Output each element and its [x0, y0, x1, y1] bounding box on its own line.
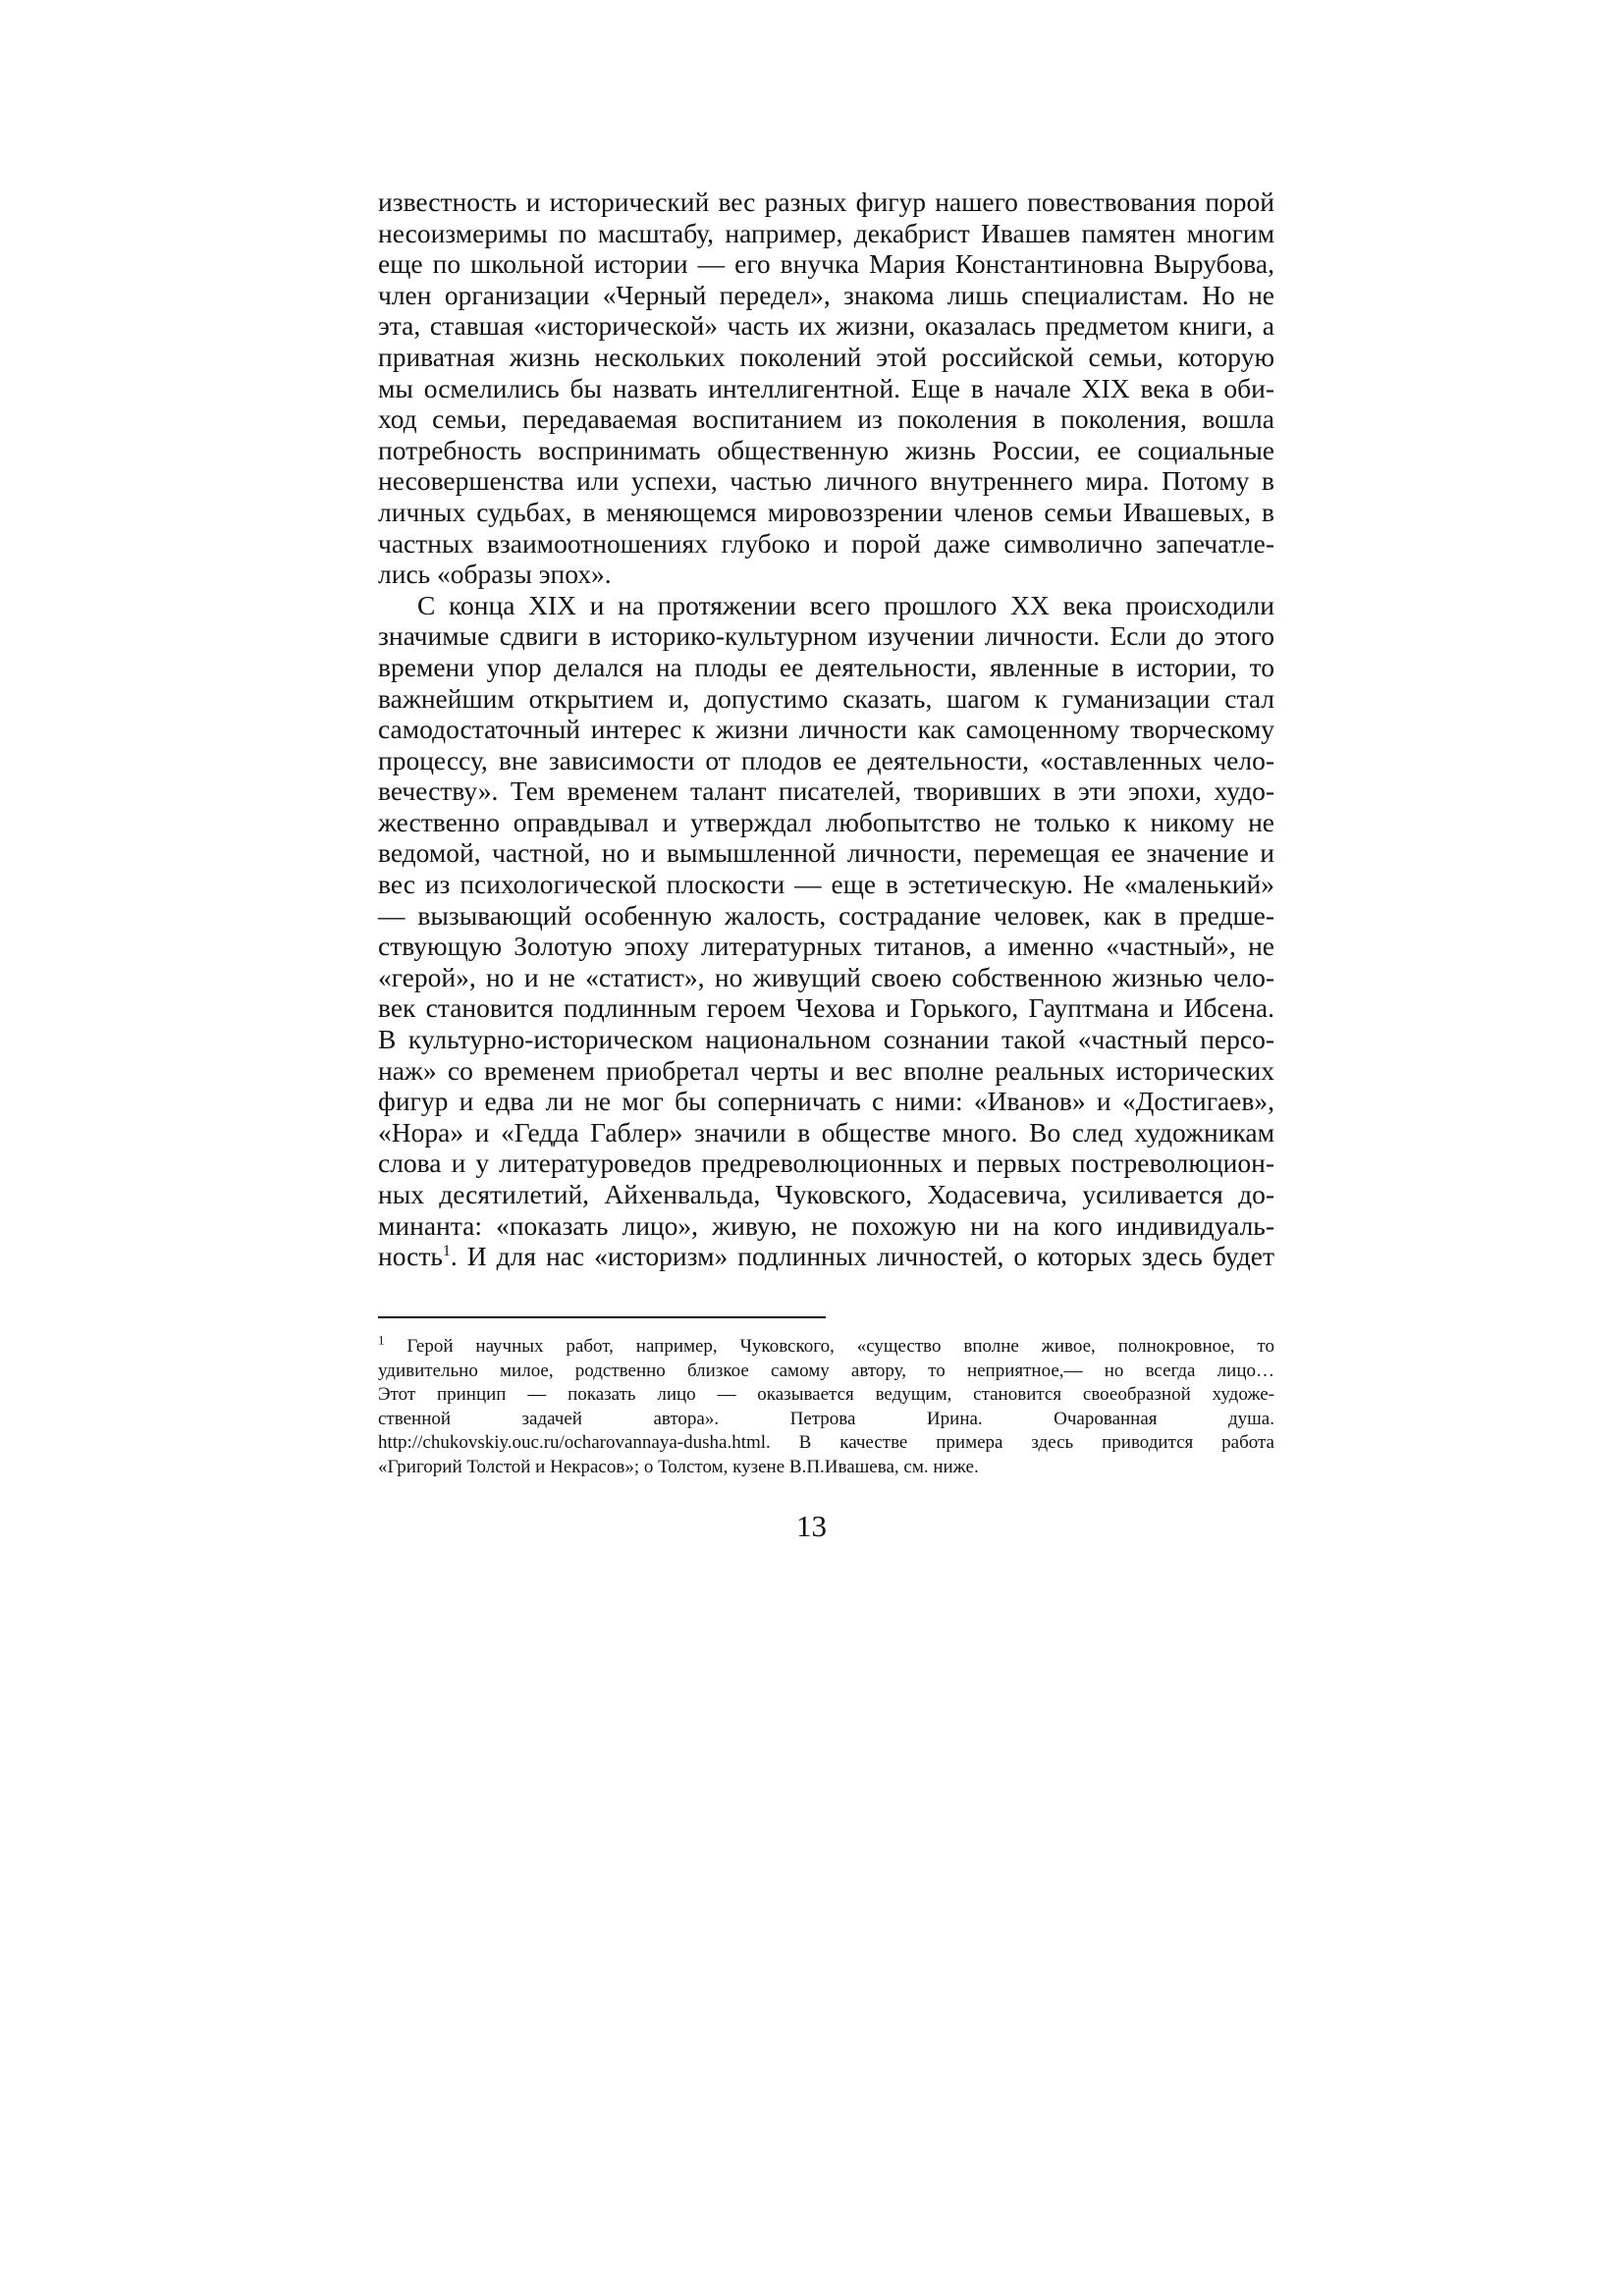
text-line: несоизмеримы по масштабу, например, декабрист Ивашев памятен многим	[378, 217, 1274, 248]
text-line: самодостаточный интерес к жизни личности как самоценному творческому	[378, 714, 1274, 745]
text-line: мы осмелились бы назвать интеллигентной. Еще в начале XIX века в оби-	[378, 372, 1274, 403]
text-line: ствующую Золотую эпоху литературных титанов, а именно «частный», не	[378, 931, 1274, 962]
footnote-separator	[378, 1316, 826, 1318]
text-line: ных десятилетий, Айхенвальда, Чуковского, Ходасевича, усиливается до-	[378, 1179, 1274, 1209]
text-fragment: . И для нас «историзм» подлинных личностей, о которых здесь будет	[450, 1241, 1274, 1272]
footnote-line: удивительно милое, родственно близкое самому автору, то неприятное,— но всегда лицо…	[378, 1360, 1274, 1381]
text-fragment: ность	[378, 1241, 443, 1272]
text-line: фигур и едва ли не мог бы соперничать с ними: «Иванов» и «Достигаев»,	[378, 1086, 1274, 1117]
text-line: еще по школьной истории — его внучка Мария Константиновна Вырубова,	[378, 248, 1274, 280]
footnote-mark: 1	[378, 1332, 385, 1348]
text-line: известность и исторический вес разных фигур нашего повествования порой	[378, 187, 1274, 217]
text-line: — вызывающий особенную жалость, сострадание человек, как в предше-	[378, 899, 1274, 931]
text-line: эта, ставшая «исторической» часть их жизни, оказалась предметом книги, а	[378, 310, 1274, 342]
text-line: ход семьи, передаваемая воспитанием из поколения в поколения, вошла	[378, 403, 1274, 435]
text-line: лись «образы эпох».	[378, 559, 612, 590]
text-line: потребность воспринимать общественную жизнь России, ее социальные	[378, 434, 1274, 465]
footnote-line	[378, 1332, 1274, 1360]
text-line: наж» со временем приобретал черты и вес вполне реальных исторических	[378, 1054, 1274, 1086]
text-line: процессу, вне зависимости от плодов ее деятельности, «оставленных чело-	[378, 744, 1274, 775]
text-line: «Нора» и «Гедда Габлер» значили в обществе много. Во след художникам	[378, 1116, 1274, 1148]
text-line: В культурно-историческом национальном сознании такой «частный персо-	[378, 1024, 1274, 1055]
text-line: век становится подлинным героем Чехова и Горького, Гауптмана и Ибсена.	[378, 992, 1274, 1024]
text-line: С конца XIX и на протяжении всего прошлого XX века происходили	[417, 589, 1274, 620]
page-number: 13	[796, 1509, 827, 1543]
footnote-reference[interactable]: 1	[442, 1243, 451, 1260]
footnote-line: «Григорий Толстой и Некрасов»; о Толстом, кузене В.П.Ивашева, см. ниже.	[378, 1456, 979, 1477]
footnote-line: Этот принцип — показать лицо — оказывается ведущим, становится своеобразной художе-	[378, 1384, 1274, 1405]
text-fragment: Герой научных работ, например, Чуковского, «существо вполне живое, полнокровное, то	[384, 1336, 1274, 1357]
footnote	[378, 1332, 1274, 1479]
text-line: слова и у литературоведов предреволюционных и первых постреволюцион-	[378, 1148, 1274, 1179]
footnote-url-line: http://chukovskiy.ouc.ru/ocharovannaya-dusha.html. В качестве примера здесь приводится работа	[378, 1432, 1274, 1453]
text-line: член организации «Черный передел», знакома лишь специалистам. Но не	[378, 279, 1274, 310]
text-line: частных взаимоотношениях глубоко и порой даже символично запечатле-	[378, 527, 1274, 559]
text-line: вес из психологической плоскости — еще в эстетическую. Не «маленький»	[378, 869, 1274, 900]
text-line: жественно оправдывал и утверждал любопытство не только к никому не	[378, 806, 1274, 837]
text-line: минанта: «показать лицо», живую, не похожую ни на кого индивидуаль-	[378, 1209, 1274, 1241]
text-line: «герой», но и не «статист», но живущий своею собственною жизнью чело-	[378, 961, 1274, 992]
text-line: ведомой, частной, но и вымышленной личности, перемещая ее значение и	[378, 837, 1274, 869]
text-line-with-footnote-ref	[378, 1241, 1274, 1272]
text-line: значимые сдвиги в историко-культурном изучении личности. Если до этого	[378, 620, 1274, 652]
text-line: несовершенства или успехи, частью личного внутреннего мира. Потому в	[378, 465, 1274, 497]
footnote-line: ственной задачей автора». Петрова Ирина. Очарованная душа.	[378, 1408, 1274, 1429]
text-line: времени упор делался на плоды ее деятельности, явленные в истории, то	[378, 651, 1274, 682]
text-line: вечеству». Тем временем талант писателей, творивших в эти эпохи, худо-	[378, 775, 1274, 807]
text-line: личных судьбах, в меняющемся мировоззрении членов семьи Ивашевых, в	[378, 496, 1274, 527]
text-line: приватная жизнь нескольких поколений этой российской семьи, которую	[378, 341, 1274, 372]
text-line: важнейшим открытием и, допустимо сказать, шагом к гуманизации стал	[378, 682, 1274, 714]
main-text	[378, 187, 1274, 1272]
